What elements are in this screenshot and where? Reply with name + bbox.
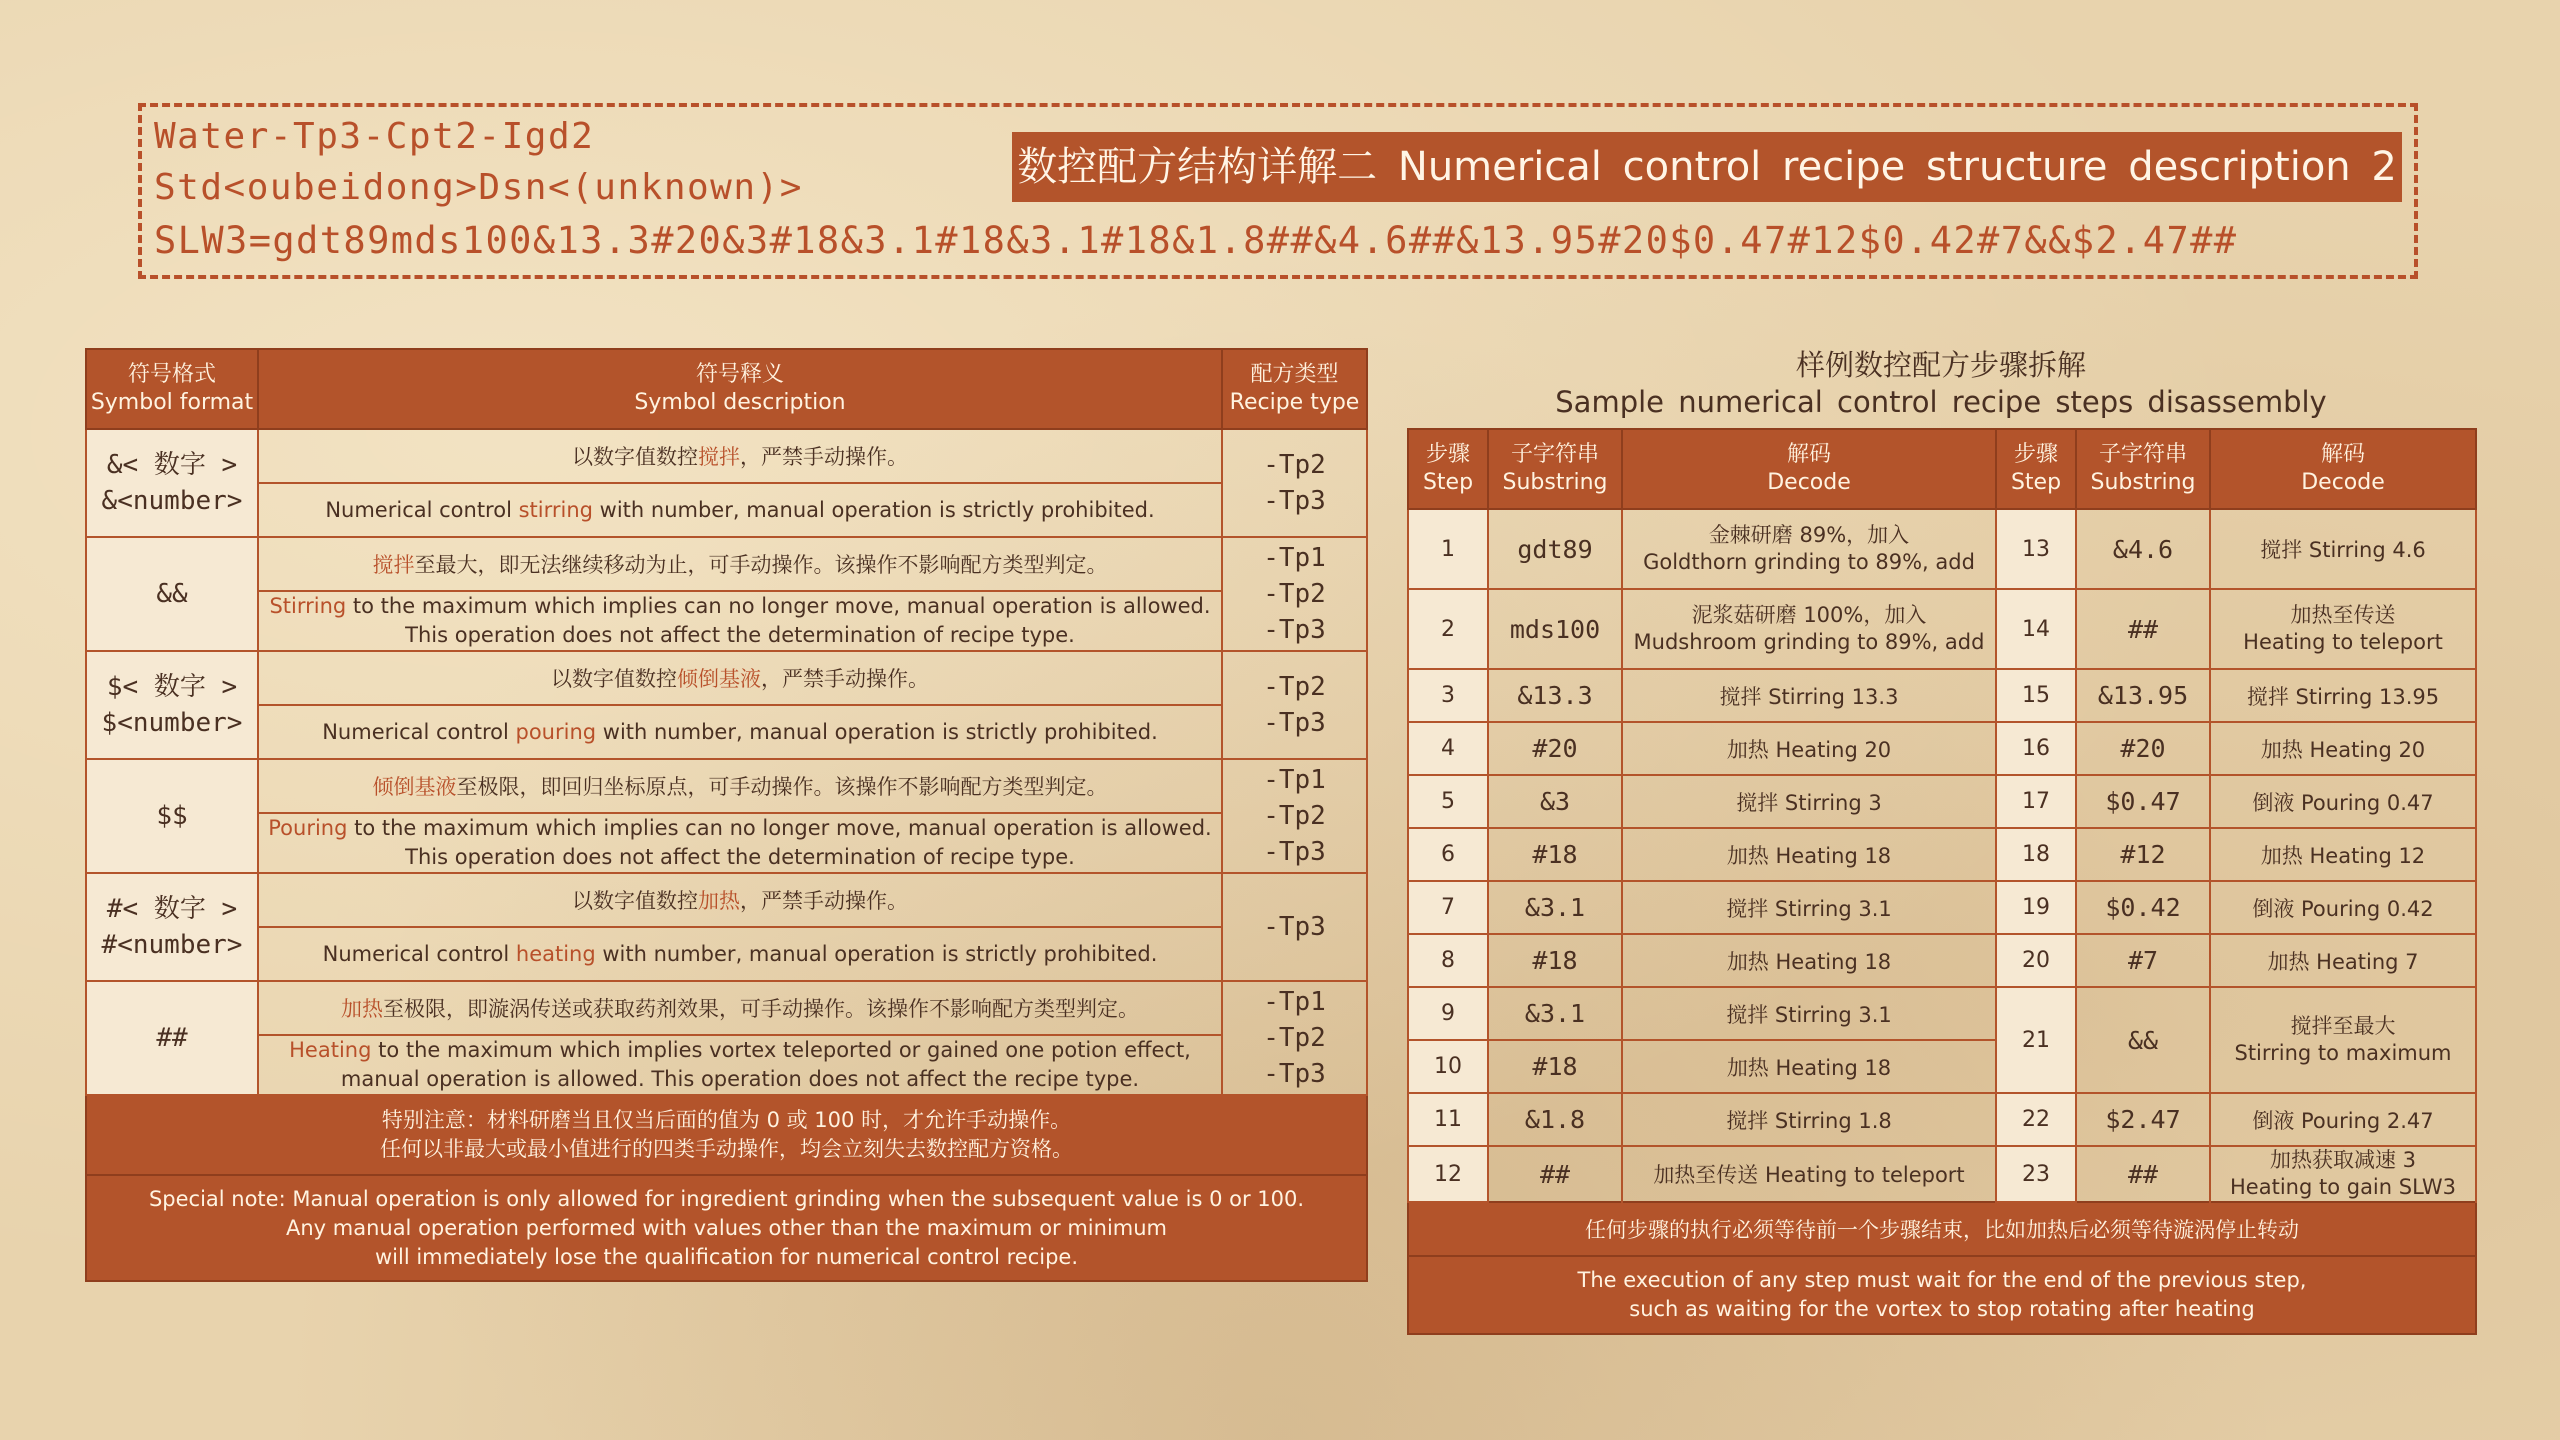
step-decode: 加热 Heating 18 xyxy=(1622,828,1996,881)
step-substring: && xyxy=(2076,987,2210,1093)
symbol-description-cn: 以数字值数控倾倒基液，严禁手动操作。 xyxy=(258,651,1222,705)
step-substring: #20 xyxy=(2076,722,2210,775)
step-substring: &13.3 xyxy=(1488,669,1622,722)
step-decode: 加热 Heating 7 xyxy=(2210,934,2476,987)
step-decode: 加热获取减速 3 Heating to gain SLW3 xyxy=(2210,1146,2476,1202)
recipe-type-cell: -Tp1 -Tp2 -Tp3 xyxy=(1222,537,1367,651)
symbol-row xyxy=(86,651,1367,705)
step-substring: #7 xyxy=(2076,934,2210,987)
step-decode: 加热 Heating 20 xyxy=(2210,722,2476,775)
symbol-row xyxy=(86,873,1367,927)
header-symbol-format: 符号格式 Symbol format xyxy=(86,349,258,429)
step-decode: 泥浆菇研磨 100%，加入 Mudshroom grinding to 89%, add xyxy=(1622,589,1996,669)
symbol-format-cell: && xyxy=(86,537,258,651)
steps-title-cn: 样例数控配方步骤拆解 xyxy=(1795,348,2086,382)
step-number: 3 xyxy=(1408,669,1488,722)
step-number: 17 xyxy=(1996,775,2076,828)
step-substring: $0.47 xyxy=(2076,775,2210,828)
symbol-description-en: Numerical control pouring with number, manual operation is strictly prohibited. xyxy=(258,705,1222,759)
step-substring: &3.1 xyxy=(1488,881,1622,934)
step-decode: 搅拌 Stirring 13.95 xyxy=(2210,669,2476,722)
step-decode: 搅拌 Stirring 4.6 xyxy=(2210,509,2476,589)
step-decode: 倒液 Pouring 0.42 xyxy=(2210,881,2476,934)
steps-table xyxy=(1407,428,2477,1335)
symbol-row xyxy=(86,537,1367,591)
step-decode: 加热 Heating 20 xyxy=(1622,722,1996,775)
step-substring: #18 xyxy=(1488,828,1622,881)
header-recipe-type: 配方类型 Recipe type xyxy=(1222,349,1367,429)
step-number: 6 xyxy=(1408,828,1488,881)
step-substring: #20 xyxy=(1488,722,1622,775)
step-number: 16 xyxy=(1996,722,2076,775)
header-substring: 子字符串 Substring xyxy=(1488,429,1622,509)
step-substring: ## xyxy=(2076,1146,2210,1202)
step-number: 5 xyxy=(1408,775,1488,828)
step-number: 15 xyxy=(1996,669,2076,722)
step-number: 9 xyxy=(1408,987,1488,1040)
step-decode: 搅拌 Stirring 3.1 xyxy=(1622,987,1996,1040)
recipe-code-line-2: Std<oubeidong>Dsn<(unknown)> xyxy=(154,167,803,208)
step-decode: 搅拌至最大 Stirring to maximum xyxy=(2210,987,2476,1093)
step-substring: &3 xyxy=(1488,775,1622,828)
header-decode: 解码 Decode xyxy=(2210,429,2476,509)
step-substring: #18 xyxy=(1488,934,1622,987)
step-number: 7 xyxy=(1408,881,1488,934)
step-substring: &1.8 xyxy=(1488,1093,1622,1146)
step-decode: 加热至传送 Heating to teleport xyxy=(1622,1146,1996,1202)
step-substring: &4.6 xyxy=(2076,509,2210,589)
step-substring: &3.1 xyxy=(1488,987,1622,1040)
step-substring: ## xyxy=(1488,1146,1622,1202)
step-row xyxy=(1408,589,2476,669)
step-row xyxy=(1408,509,2476,589)
step-decode: 加热 Heating 18 xyxy=(1622,1040,1996,1093)
special-note-en: Special note: Manual operation is only allowed for ingredient grinding when the subsequent value is 0 or 100. Any manual operation performed with values other than the maximum or minimum will immediately lose the qualification for numerical control recipe. xyxy=(86,1175,1367,1281)
step-decode: 加热 Heating 18 xyxy=(1622,934,1996,987)
symbol-row xyxy=(86,429,1367,483)
symbol-row-en xyxy=(86,927,1367,981)
step-substring: $0.42 xyxy=(2076,881,2210,934)
step-decode: 倒液 Pouring 2.47 xyxy=(2210,1093,2476,1146)
symbol-row-en xyxy=(86,1035,1367,1095)
step-number: 20 xyxy=(1996,934,2076,987)
step-number: 14 xyxy=(1996,589,2076,669)
symbol-description-en: Pouring to the maximum which implies can no longer move, manual operation is allowed. This operation does not affect the determination of recipe type. xyxy=(258,813,1222,873)
symbol-row xyxy=(86,981,1367,1035)
header-symbol-description: 符号释义 Symbol description xyxy=(258,349,1222,429)
symbol-format-cell: ## xyxy=(86,981,258,1095)
symbol-format-cell: $< 数字 > $<number> xyxy=(86,651,258,759)
symbol-description-en: Stirring to the maximum which implies can no longer move, manual operation is allowed. This operation does not affect the determination of recipe type. xyxy=(258,591,1222,651)
step-row xyxy=(1408,934,2476,987)
recipe-type-cell: -Tp2 -Tp3 xyxy=(1222,429,1367,537)
symbol-description-cn: 加热至极限，即漩涡传送或获取药剂效果，可手动操作。该操作不影响配方类型判定。 xyxy=(258,981,1222,1035)
step-decode: 加热 Heating 12 xyxy=(2210,828,2476,881)
symbol-description-en: Heating to the maximum which implies vortex teleported or gained one potion effect, manual operation is allowed. This operation does not affect the recipe type. xyxy=(258,1035,1222,1095)
header-step: 步骤 Step xyxy=(1408,429,1488,509)
symbol-table xyxy=(85,348,1368,1282)
steps-title-en: Sample numerical control recipe steps disassembly xyxy=(1555,385,2327,419)
step-row xyxy=(1408,775,2476,828)
step-number: 8 xyxy=(1408,934,1488,987)
step-number: 4 xyxy=(1408,722,1488,775)
symbol-row-en xyxy=(86,483,1367,537)
special-note-cn: 特别注意：材料研磨当且仅当后面的值为 0 或 100 时，才允许手动操作。 任何以非最大或最小值进行的四类手动操作，均会立刻失去数控配方资格。 xyxy=(86,1095,1367,1175)
step-number: 22 xyxy=(1996,1093,2076,1146)
page-title: 数控配方结构详解二 Numerical control recipe structure description 2 xyxy=(1012,132,2402,202)
step-decode: 搅拌 Stirring 3.1 xyxy=(1622,881,1996,934)
step-substring: $2.47 xyxy=(2076,1093,2210,1146)
symbol-row-en xyxy=(86,813,1367,873)
recipe-type-cell: -Tp1 -Tp2 -Tp3 xyxy=(1222,759,1367,873)
step-row xyxy=(1408,881,2476,934)
symbol-table-body xyxy=(86,429,1367,1095)
symbol-description-cn: 以数字值数控搅拌，严禁手动操作。 xyxy=(258,429,1222,483)
recipe-code-line-3: SLW3=gdt89mds100&13.3#20&3#18&3.1#18&3.1#18&1.8##&4.6##&13.95#20$0.47#12$0.42#7&&$2.47## xyxy=(154,219,2238,262)
step-substring: gdt89 xyxy=(1488,509,1622,589)
step-row xyxy=(1408,669,2476,722)
symbol-row-en xyxy=(86,705,1367,759)
step-number: 11 xyxy=(1408,1093,1488,1146)
symbol-format-cell: $$ xyxy=(86,759,258,873)
recipe-type-cell: -Tp3 xyxy=(1222,873,1367,981)
step-row xyxy=(1408,1146,2476,1202)
header-decode: 解码 Decode xyxy=(1622,429,1996,509)
step-decode: 加热至传送 Heating to teleport xyxy=(2210,589,2476,669)
step-number: 21 xyxy=(1996,987,2076,1093)
step-row xyxy=(1408,828,2476,881)
step-substring: #18 xyxy=(1488,1040,1622,1093)
step-number: 18 xyxy=(1996,828,2076,881)
step-row xyxy=(1408,722,2476,775)
symbol-row-en xyxy=(86,591,1367,651)
header-substring: 子字符串 Substring xyxy=(2076,429,2210,509)
symbol-description-cn: 以数字值数控加热，严禁手动操作。 xyxy=(258,873,1222,927)
header-step: 步骤 Step xyxy=(1996,429,2076,509)
symbol-format-cell: #< 数字 > #<number> xyxy=(86,873,258,981)
symbol-description-cn: 倾倒基液至极限，即回归坐标原点，可手动操作。该操作不影响配方类型判定。 xyxy=(258,759,1222,813)
steps-note-en: The execution of any step must wait for the end of the previous step, such as waiting for the vortex to stop rotating after heating xyxy=(1408,1256,2476,1334)
step-row xyxy=(1408,1093,2476,1146)
step-number: 19 xyxy=(1996,881,2076,934)
recipe-code-line-1: Water-Tp3-Cpt2-Igd2 xyxy=(154,116,595,157)
step-substring: #12 xyxy=(2076,828,2210,881)
step-substring: mds100 xyxy=(1488,589,1622,669)
symbol-format-cell: &< 数字 > &<number> xyxy=(86,429,258,537)
step-number: 12 xyxy=(1408,1146,1488,1202)
step-decode: 金棘研磨 89%，加入 Goldthorn grinding to 89%, add xyxy=(1622,509,1996,589)
steps-table-body xyxy=(1408,509,2476,1202)
step-decode: 搅拌 Stirring 13.3 xyxy=(1622,669,1996,722)
step-decode: 搅拌 Stirring 1.8 xyxy=(1622,1093,1996,1146)
step-number: 2 xyxy=(1408,589,1488,669)
step-substring: ## xyxy=(2076,589,2210,669)
step-decode: 搅拌 Stirring 3 xyxy=(1622,775,1996,828)
symbol-description-en: Numerical control stirring with number, manual operation is strictly prohibited. xyxy=(258,483,1222,537)
step-number: 13 xyxy=(1996,509,2076,589)
step-substring: &13.95 xyxy=(2076,669,2210,722)
step-number: 1 xyxy=(1408,509,1488,589)
step-number: 23 xyxy=(1996,1146,2076,1202)
recipe-type-cell: -Tp2 -Tp3 xyxy=(1222,651,1367,759)
steps-note-cn: 任何步骤的执行必须等待前一个步骤结束，比如加热后必须等待漩涡停止转动 xyxy=(1408,1202,2476,1256)
step-number: 10 xyxy=(1408,1040,1488,1093)
symbol-description-cn: 搅拌至最大，即无法继续移动为止，可手动操作。该操作不影响配方类型判定。 xyxy=(258,537,1222,591)
symbol-description-en: Numerical control heating with number, manual operation is strictly prohibited. xyxy=(258,927,1222,981)
recipe-type-cell: -Tp1 -Tp2 -Tp3 xyxy=(1222,981,1367,1095)
symbol-row xyxy=(86,759,1367,813)
step-decode: 倒液 Pouring 0.47 xyxy=(2210,775,2476,828)
step-row xyxy=(1408,987,2476,1040)
